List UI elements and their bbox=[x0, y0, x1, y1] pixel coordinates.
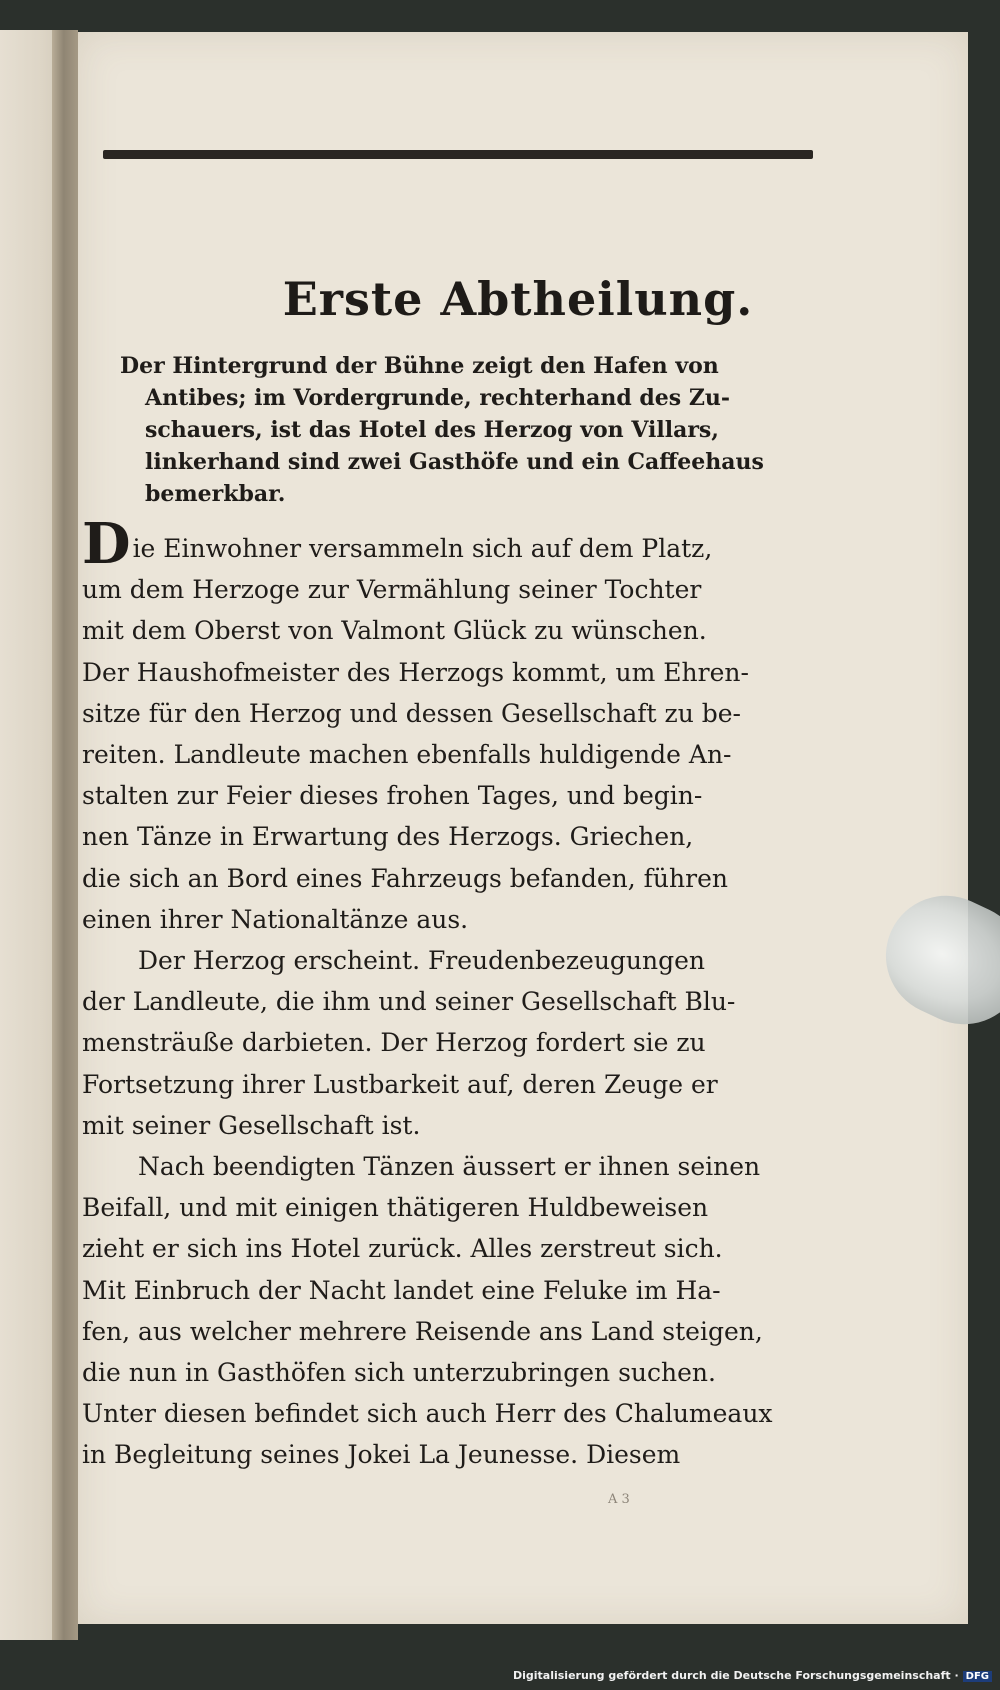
text-line: die sich an Bord eines Fahrzeugs befanden, führen bbox=[82, 863, 728, 893]
digitization-footer bbox=[513, 1669, 992, 1682]
text-line: die nun in Gasthöfen sich unterzubringen suchen. bbox=[82, 1358, 716, 1388]
text-line: sitze für den Herzog und dessen Gesellschaft zu be- bbox=[82, 698, 741, 728]
text-line: mensträuße darbieten. Der Herzog fordert sie zu bbox=[82, 1028, 706, 1058]
text-line: Beifall, und mit einigen thätigeren Huldbeweisen bbox=[82, 1193, 709, 1223]
section-heading: Erste Abtheilung. bbox=[282, 272, 754, 326]
stage-direction bbox=[120, 350, 840, 510]
text-line: einen ihrer Nationaltänze aus. bbox=[82, 904, 469, 934]
text-line: stalten zur Feier dieses frohen Tages, und begin- bbox=[82, 781, 703, 811]
text-line: Der Herzog erscheint. Freudenbezeugungen bbox=[138, 946, 706, 976]
stage-line: schauers, ist das Hotel des Herzog von Villars, bbox=[145, 417, 719, 443]
text-line: Mit Einbruch der Nacht landet eine Feluke im Ha- bbox=[82, 1275, 721, 1305]
text-line: mit dem Oberst von Valmont Glück zu wünschen. bbox=[82, 616, 707, 646]
text-line: Unter diesen befindet sich auch Herr des Chalumeaux bbox=[82, 1399, 773, 1429]
body-text bbox=[82, 511, 782, 1476]
text-line: zieht er sich ins Hotel zurück. Alles zerstreut sich. bbox=[82, 1234, 723, 1264]
signature-mark: A 3 bbox=[608, 1492, 630, 1507]
text-line bbox=[82, 511, 782, 577]
stage-line: Der Hintergrund der Bühne zeigt den Hafen von bbox=[120, 353, 719, 379]
stage-line: linkerhand sind zwei Gasthöfe und ein Caffeehaus bbox=[145, 449, 764, 475]
text-line: Fortsetzung ihrer Lustbarkeit auf, deren Zeuge er bbox=[82, 1069, 718, 1099]
text-line: um dem Herzoge zur Vermählung seiner Tochter bbox=[82, 575, 702, 605]
stage-line: bemerkbar. bbox=[145, 481, 286, 507]
stage-line: Antibes; im Vordergrunde, rechterhand des Zu- bbox=[145, 385, 730, 411]
text-line: reiten. Landleute machen ebenfalls huldigende An- bbox=[82, 740, 732, 770]
dfg-logo: DFG bbox=[963, 1671, 992, 1682]
book-page bbox=[78, 32, 968, 1624]
header-rule bbox=[103, 150, 813, 159]
footer-text: Digitalisierung gefördert durch die Deutsche Forschungsgemeinschaft · bbox=[512, 1669, 959, 1682]
text-line: fen, aus welcher mehrere Reisende ans Land steigen, bbox=[82, 1316, 763, 1346]
text-line: der Landleute, die ihm und seiner Gesellschaft Blu- bbox=[82, 987, 736, 1017]
text-line: mit seiner Gesellschaft ist. bbox=[82, 1110, 421, 1140]
text-line: Der Haushofmeister des Herzogs kommt, um Ehren- bbox=[82, 657, 749, 687]
book-gutter bbox=[52, 30, 78, 1640]
text-line-content: ie Einwohner versammeln sich auf dem Platz, bbox=[132, 534, 713, 563]
drop-cap: D bbox=[82, 511, 131, 577]
text-line: Nach beendigten Tänzen äussert er ihnen seinen bbox=[138, 1152, 761, 1182]
text-line: nen Tänze in Erwartung des Herzogs. Griechen, bbox=[82, 822, 694, 852]
text-line: in Begleitung seines Jokei La Jeunesse. Diesem bbox=[82, 1440, 681, 1470]
